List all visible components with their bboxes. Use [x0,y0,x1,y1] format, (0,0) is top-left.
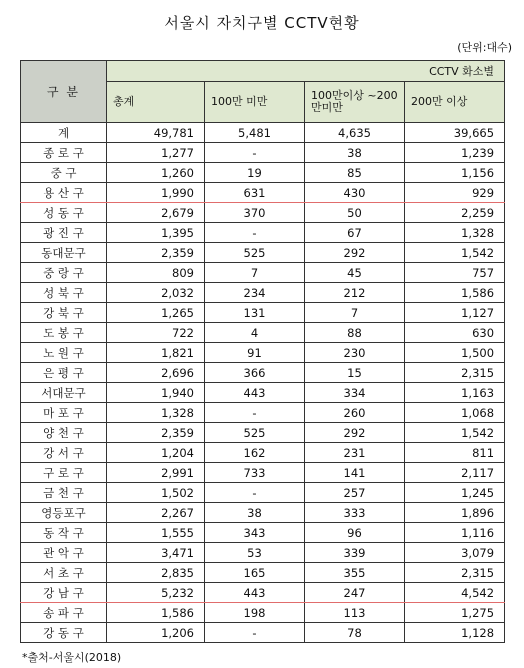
unit-label: (단위:대수) [457,41,512,54]
mid-range-value: 247 [305,583,405,603]
over-200-value: 1,245 [405,483,505,503]
source-note: *출처-서울시(2018) [22,651,122,664]
table-row [21,443,505,463]
over-200-value: 1,586 [405,283,505,303]
under-100-value: 733 [205,463,305,483]
district-name: 동대문구 [21,243,107,263]
total-value: 2,696 [107,363,205,383]
table-row [21,583,505,603]
under-100-value: 38 [205,503,305,523]
over-200-value: 630 [405,323,505,343]
under-100-value: 53 [205,543,305,563]
under-100-value: 443 [205,583,305,603]
district-name: 은 평 구 [21,363,107,383]
over-200-value: 929 [405,183,505,203]
mid-range-value: 339 [305,543,405,563]
mid-range-value: 333 [305,503,405,523]
mid-range-value: 67 [305,223,405,243]
total-value: 1,821 [107,343,205,363]
total-value: 49,781 [107,123,205,143]
under-100-value: 525 [205,243,305,263]
under-100-value: - [205,223,305,243]
district-name: 노 원 구 [21,343,107,363]
header-100-200: 100만이상 ~200만미만 [305,82,405,123]
under-100-value: 198 [205,603,305,623]
total-value: 1,586 [107,603,205,623]
header-gubun: 구 분 [21,61,107,123]
over-200-value: 1,239 [405,143,505,163]
table-row [21,343,505,363]
table-row [21,223,505,243]
total-value: 1,277 [107,143,205,163]
header-under-100: 100만 미만 [205,82,305,123]
total-value: 1,265 [107,303,205,323]
district-name: 관 악 구 [21,543,107,563]
table-row [21,423,505,443]
total-value: 5,232 [107,583,205,603]
under-100-value: 443 [205,383,305,403]
table-row [21,463,505,483]
over-200-value: 1,128 [405,623,505,643]
over-200-value: 1,127 [405,303,505,323]
mid-range-value: 78 [305,623,405,643]
district-name: 강 동 구 [21,623,107,643]
district-name: 종 로 구 [21,143,107,163]
table-row [21,243,505,263]
header-cctv: CCTV 화소별 [107,61,505,82]
over-200-value: 1,542 [405,423,505,443]
mid-range-value: 50 [305,203,405,223]
over-200-value: 1,156 [405,163,505,183]
total-value: 1,940 [107,383,205,403]
under-100-value: - [205,143,305,163]
table-body [21,123,505,643]
over-200-value: 4,542 [405,583,505,603]
under-100-value: 5,481 [205,123,305,143]
district-name: 서 초 구 [21,563,107,583]
table-row [21,263,505,283]
district-name: 강 서 구 [21,443,107,463]
over-200-value: 2,315 [405,563,505,583]
mid-range-value: 230 [305,343,405,363]
total-value: 1,260 [107,163,205,183]
under-100-value: 525 [205,423,305,443]
over-200-value: 39,665 [405,123,505,143]
district-name: 도 봉 구 [21,323,107,343]
district-name: 금 천 구 [21,483,107,503]
district-name: 마 포 구 [21,403,107,423]
under-100-value: 366 [205,363,305,383]
mid-range-value: 260 [305,403,405,423]
over-200-value: 1,896 [405,503,505,523]
under-100-value: 631 [205,183,305,203]
table-row [21,303,505,323]
mid-range-value: 231 [305,443,405,463]
table-row [21,323,505,343]
table-row [21,543,505,563]
total-value: 1,502 [107,483,205,503]
cctv-table [20,60,505,643]
under-100-value: 162 [205,443,305,463]
mid-range-value: 212 [305,283,405,303]
under-100-value: 234 [205,283,305,303]
table-row [21,523,505,543]
table-row [21,483,505,503]
mid-range-value: 45 [305,263,405,283]
total-value: 2,359 [107,423,205,443]
under-100-value: 131 [205,303,305,323]
mid-range-value: 7 [305,303,405,323]
total-value: 2,835 [107,563,205,583]
total-value: 2,032 [107,283,205,303]
under-100-value: 7 [205,263,305,283]
mid-range-value: 85 [305,163,405,183]
page-title: 서울시 자치구별 CCTV현황 [164,14,360,32]
table-row [21,203,505,223]
mid-range-value: 292 [305,423,405,443]
under-100-value: 19 [205,163,305,183]
under-100-value: - [205,483,305,503]
mid-range-value: 355 [305,563,405,583]
over-200-value: 2,259 [405,203,505,223]
under-100-value: - [205,403,305,423]
under-100-value: 91 [205,343,305,363]
district-name: 동 작 구 [21,523,107,543]
total-value: 2,359 [107,243,205,263]
mid-range-value: 334 [305,383,405,403]
mid-range-value: 15 [305,363,405,383]
total-value: 1,206 [107,623,205,643]
under-100-value: 165 [205,563,305,583]
table-row [21,403,505,423]
district-name: 서대문구 [21,383,107,403]
mid-range-value: 141 [305,463,405,483]
total-value: 1,204 [107,443,205,463]
total-value: 1,395 [107,223,205,243]
table-row [21,143,505,163]
over-200-value: 1,068 [405,403,505,423]
table-row [21,623,505,643]
over-200-value: 1,275 [405,603,505,623]
total-value: 809 [107,263,205,283]
table-row [21,163,505,183]
table-row [21,563,505,583]
mid-range-value: 4,635 [305,123,405,143]
total-value: 2,991 [107,463,205,483]
total-value: 1,328 [107,403,205,423]
district-name: 강 북 구 [21,303,107,323]
total-value: 2,679 [107,203,205,223]
mid-range-value: 96 [305,523,405,543]
mid-range-value: 257 [305,483,405,503]
over-200-value: 811 [405,443,505,463]
over-200-value: 2,315 [405,363,505,383]
district-name: 용 산 구 [21,183,107,203]
over-200-value: 1,328 [405,223,505,243]
over-200-value: 3,079 [405,543,505,563]
over-200-value: 1,163 [405,383,505,403]
table-row [21,183,505,203]
total-value: 2,267 [107,503,205,523]
mid-range-value: 430 [305,183,405,203]
mid-range-value: 88 [305,323,405,343]
over-200-value: 1,500 [405,343,505,363]
total-value: 3,471 [107,543,205,563]
mid-range-value: 292 [305,243,405,263]
district-name: 송 파 구 [21,603,107,623]
under-100-value: 343 [205,523,305,543]
under-100-value: 4 [205,323,305,343]
header-over-200: 200만 이상 [405,82,505,123]
table-row [21,383,505,403]
mid-range-value: 113 [305,603,405,623]
district-name: 양 천 구 [21,423,107,443]
table-row [21,123,505,143]
over-200-value: 757 [405,263,505,283]
table-row [21,363,505,383]
district-name: 강 남 구 [21,583,107,603]
total-value: 1,990 [107,183,205,203]
over-200-value: 1,116 [405,523,505,543]
total-value: 722 [107,323,205,343]
total-value: 1,555 [107,523,205,543]
district-name: 중 구 [21,163,107,183]
header-total: 총계 [107,82,205,123]
under-100-value: 370 [205,203,305,223]
district-name: 중 랑 구 [21,263,107,283]
district-name: 구 로 구 [21,463,107,483]
under-100-value: - [205,623,305,643]
table-row [21,503,505,523]
over-200-value: 1,542 [405,243,505,263]
table-row [21,283,505,303]
mid-range-value: 38 [305,143,405,163]
over-200-value: 2,117 [405,463,505,483]
table-row [21,603,505,623]
district-name: 광 진 구 [21,223,107,243]
district-name: 성 동 구 [21,203,107,223]
district-name: 성 북 구 [21,283,107,303]
district-name: 영등포구 [21,503,107,523]
district-name: 계 [21,123,107,143]
